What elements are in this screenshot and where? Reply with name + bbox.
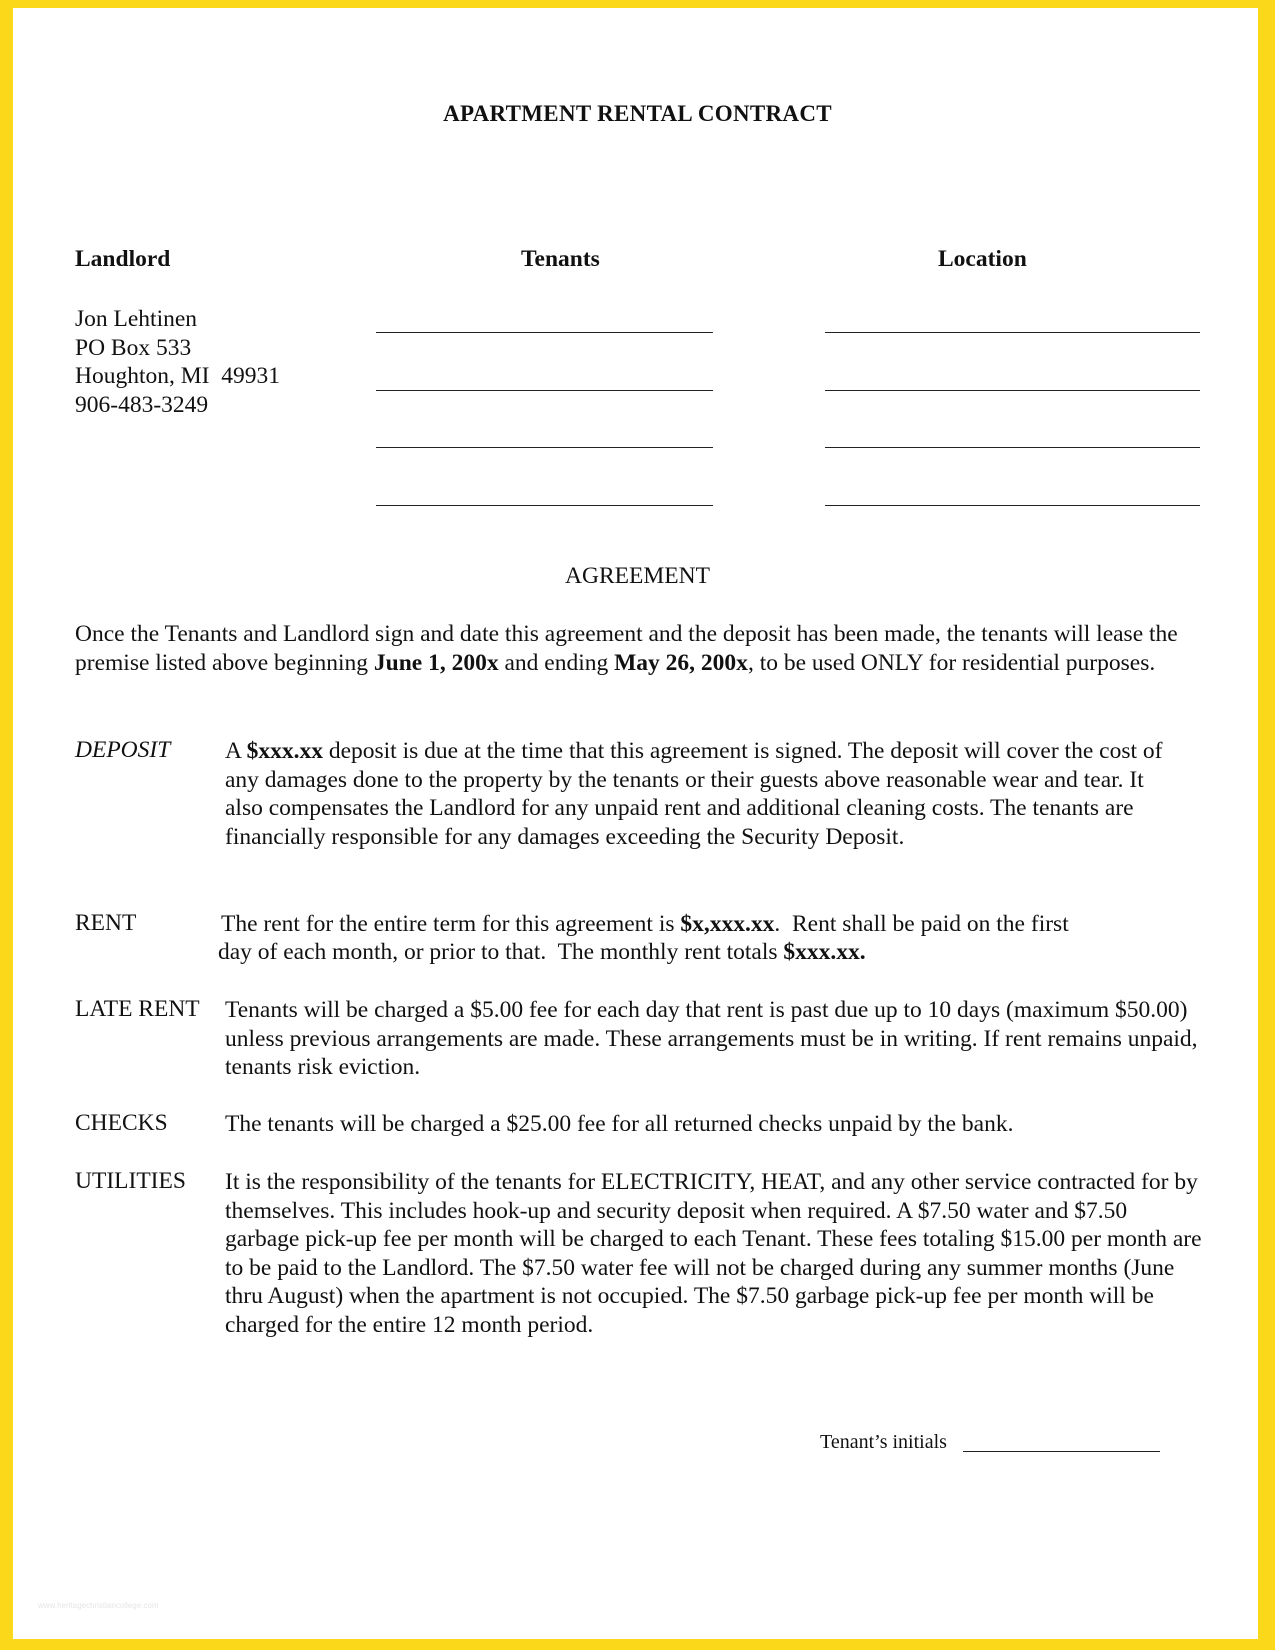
rent-text: day of each month, or prior to that. The monthly rent totals xyxy=(218,939,784,965)
location-header: Location xyxy=(938,246,1027,272)
intro-text: Once the Tenants and Landlord sign and date this agreement and the deposit has been made, the tenants will lease the premise listed above beginning xyxy=(75,621,1178,676)
landlord-info xyxy=(75,305,280,419)
landlord-address-line2: Houghton, MI 49931 xyxy=(75,363,280,389)
location-blank-line[interactable] xyxy=(825,447,1200,448)
location-blank-line[interactable] xyxy=(825,332,1200,333)
tenant-initials-label: Tenant’s initials xyxy=(820,1431,947,1453)
tenant-blank-line[interactable] xyxy=(376,447,713,448)
tenant-blank-line[interactable] xyxy=(376,390,713,391)
location-blank-line[interactable] xyxy=(825,505,1200,506)
tenant-blank-line[interactable] xyxy=(376,505,713,506)
lease-start-date: June 1, 200x xyxy=(373,649,499,676)
intro-paragraph xyxy=(75,620,1215,677)
rent-text: The rent for the entire term for this agreement is xyxy=(221,911,681,937)
location-blank-line[interactable] xyxy=(825,390,1200,391)
watermark: www.heritagechristiancollege.com xyxy=(38,1601,159,1610)
utilities-paragraph: It is the responsibility of the tenants for ELECTRICITY, HEAT, and any other service contracted for by themselves. This includes hook-up and security deposit when required. A $7.50 water and $7.50 garbage pick-up fee per month will be charged to each Tenant. These fees totaling $15.00 per month are to be paid to the Landlord. The $7.50 water fee will not be charged during any summer months (June thru August) when the apartment is not occupied. The $7.50 garbage pick-up fee per month will be charged for the entire 12 month period. xyxy=(225,1169,1202,1338)
landlord-header: Landlord xyxy=(75,246,171,272)
monthly-rent: $xxx.xx. xyxy=(783,939,866,965)
agreement-heading: AGREEMENT xyxy=(565,563,710,589)
checks-paragraph: The tenants will be charged a $25.00 fee for all returned checks unpaid by the bank. xyxy=(225,1111,1014,1137)
deposit-label: DEPOSIT xyxy=(75,737,171,763)
rent-label: RENT xyxy=(75,910,137,936)
tenant-blank-line[interactable] xyxy=(376,332,713,333)
late-rent-label: LATE RENT xyxy=(75,996,200,1022)
intro-text: and ending xyxy=(498,649,615,676)
tenant-initials-line[interactable] xyxy=(963,1451,1160,1452)
rent-text: . Rent shall be paid on the first xyxy=(774,911,1069,937)
document-title: APARTMENT RENTAL CONTRACT xyxy=(443,101,832,126)
deposit-paragraph xyxy=(225,737,1185,851)
deposit-text: A xyxy=(225,738,247,764)
lease-end-date: May 26, 200x xyxy=(614,649,748,676)
deposit-amount: $xxx.xx xyxy=(246,738,323,764)
tenants-header: Tenants xyxy=(521,246,600,272)
deposit-text: deposit is due at the time that this agreement is signed. The deposit will cover the cost of any damages done to the property by the tenants or their guests above reasonable wear and tear. It also compensates the Landlord for any unpaid rent and additional cleaning costs. The tenants are financially responsible for any damages exceeding the Security Deposit. xyxy=(225,738,1163,850)
intro-text: , to be used ONLY for residential purposes. xyxy=(747,649,1156,676)
utilities-label: UTILITIES xyxy=(75,1168,186,1194)
checks-label: CHECKS xyxy=(75,1110,168,1136)
rent-total: $x,xxx.xx xyxy=(680,911,775,937)
landlord-phone: 906-483-3249 xyxy=(75,391,209,418)
rent-line-1 xyxy=(221,910,1221,939)
rent-line-2 xyxy=(218,938,1218,967)
landlord-address-line1: PO Box 533 xyxy=(75,334,192,361)
landlord-name: Jon Lehtinen xyxy=(75,306,198,332)
late-rent-paragraph: Tenants will be charged a $5.00 fee for each day that rent is past due up to 10 days (maximum $50.00) unless previous arrangements are made. These arrangements must be in writing. If rent remains unpaid, tenants risk eviction. xyxy=(225,997,1198,1081)
